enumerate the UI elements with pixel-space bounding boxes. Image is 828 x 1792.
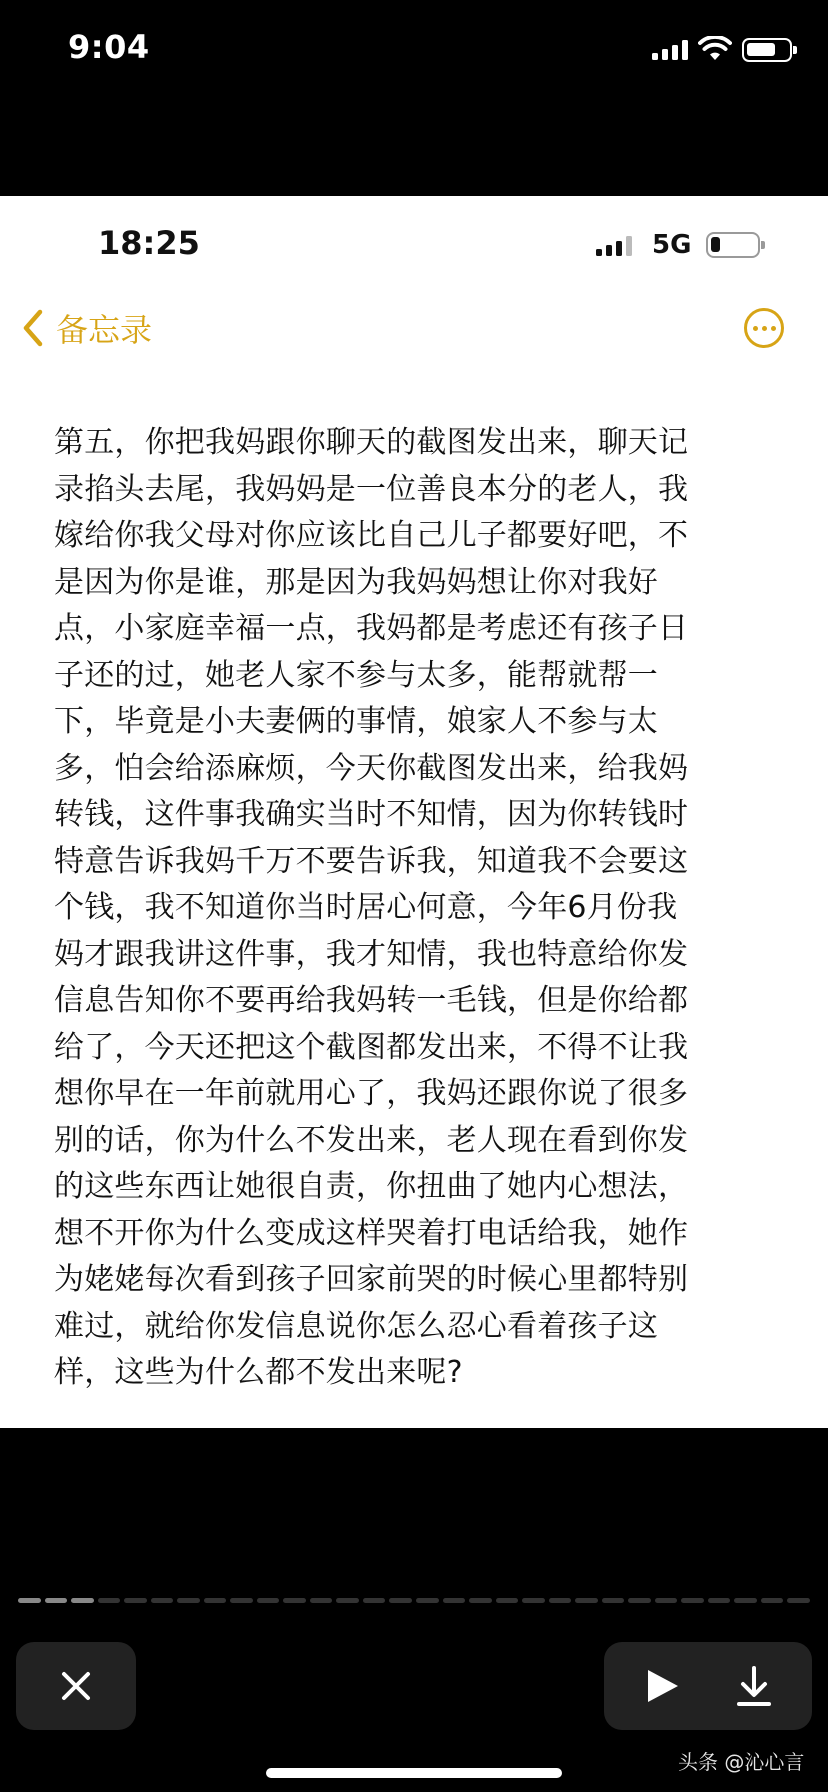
progress-segment [230,1598,253,1603]
back-button[interactable] [22,304,152,352]
note-line: 个钱，我不知道你当时居心何意，今年6月份我 [54,890,678,925]
chevron-left-icon [22,309,44,347]
progress-segment [496,1598,519,1603]
note-line: 想你早在一年前就用心了，我妈还跟你说了很多 [54,1076,689,1111]
progress-segment [628,1598,651,1603]
progress-segment [124,1598,147,1603]
home-indicator[interactable] [266,1768,562,1778]
progress-segment [549,1598,572,1603]
progress-segment [177,1598,200,1603]
note-line: 想不开你为什么变成这样哭着打电话给我，她作 [54,1215,689,1251]
inner-cellular-signal-icon [596,236,632,256]
story-progress [18,1598,810,1603]
media-controls [604,1642,812,1730]
progress-segment [257,1598,280,1603]
note-line: 子还的过，她老人家不参与太多，能帮就帮一 [54,657,658,693]
progress-segment [602,1598,625,1603]
note-line: 转钱，这件事我确实当时不知情，因为你转钱时 [54,797,689,832]
progress-segment [389,1598,412,1603]
note-line: 录掐头去尾，我妈妈是一位善良本分的老人，我 [54,471,689,507]
progress-segment [98,1598,121,1603]
note-line: 为姥姥每次看到孩子回家前哭的时候心里都特别 [54,1262,689,1297]
progress-segment [443,1598,466,1603]
ellipsis-circle-icon[interactable] [744,308,784,348]
note-line: 难过，就给你发信息说你怎么忍心看着孩子这 [54,1308,658,1344]
progress-segment [575,1598,598,1603]
inner-battery-icon [706,232,760,258]
inner-status-time: 18:25 [98,224,200,262]
progress-segment [416,1598,439,1603]
progress-segment [45,1598,68,1603]
outer-status-bar [0,0,828,100]
progress-segment [655,1598,678,1603]
note-line: 特意告诉我妈千万不要告诉我，知道我不会要这 [54,843,689,879]
download-icon[interactable] [734,1664,774,1708]
progress-segment [469,1598,492,1603]
play-icon[interactable] [644,1668,680,1704]
watermark: 头条 @沁心言 [678,1750,805,1774]
progress-segment [787,1598,810,1603]
note-line: 点，小家庭幸福一点，我妈都是考虑还有孩子日 [54,611,689,646]
note-line: 信息告知你不要再给我妈转一毛钱，但是你给都 [54,983,689,1018]
note-line: 妈才跟我讲这件事，我才知情，我也特意给你发 [54,936,689,972]
note-line: 嫁给你我父母对你应该比自己儿子都要好吧，不 [54,518,689,553]
progress-segment [71,1598,94,1603]
progress-segment [681,1598,704,1603]
note-line: 给了，今天还把这个截图都发出来，不得不让我 [54,1029,689,1065]
note-line: 的这些东西让她很自责，你扭曲了她内心想法， [54,1169,689,1204]
progress-segment [708,1598,731,1603]
battery-icon [742,38,792,62]
notes-screenshot [0,196,828,1428]
note-line: 是因为你是谁，那是因为我妈妈想让你对我好 [54,564,658,600]
progress-segment [310,1598,333,1603]
note-line: 下，毕竟是小夫妻俩的事情，娘家人不参与太 [54,704,658,739]
progress-segment [151,1598,174,1603]
status-time: 9:04 [68,28,150,66]
progress-segment [204,1598,227,1603]
progress-segment [522,1598,545,1603]
note-line: 多，怕会给添麻烦，今天你截图发出来，给我妈 [54,750,689,786]
progress-segment [734,1598,757,1603]
network-type: 5G [652,230,692,260]
note-line: 别的话，你为什么不发出来，老人现在看到你发 [54,1122,689,1158]
note-line: 样，这些为什么都不发出来呢? [54,1355,463,1390]
progress-segment [363,1598,386,1603]
progress-segment [18,1598,41,1603]
back-label: 备忘录 [56,311,153,349]
progress-segment [336,1598,359,1603]
note-body [54,420,768,1397]
cellular-signal-icon [652,40,688,60]
close-button[interactable] [16,1642,136,1730]
wifi-icon [698,36,732,62]
close-icon [61,1671,91,1701]
note-line: 第五，你把我妈跟你聊天的截图发出来，聊天记 [54,425,689,460]
progress-segment [761,1598,784,1603]
progress-segment [283,1598,306,1603]
